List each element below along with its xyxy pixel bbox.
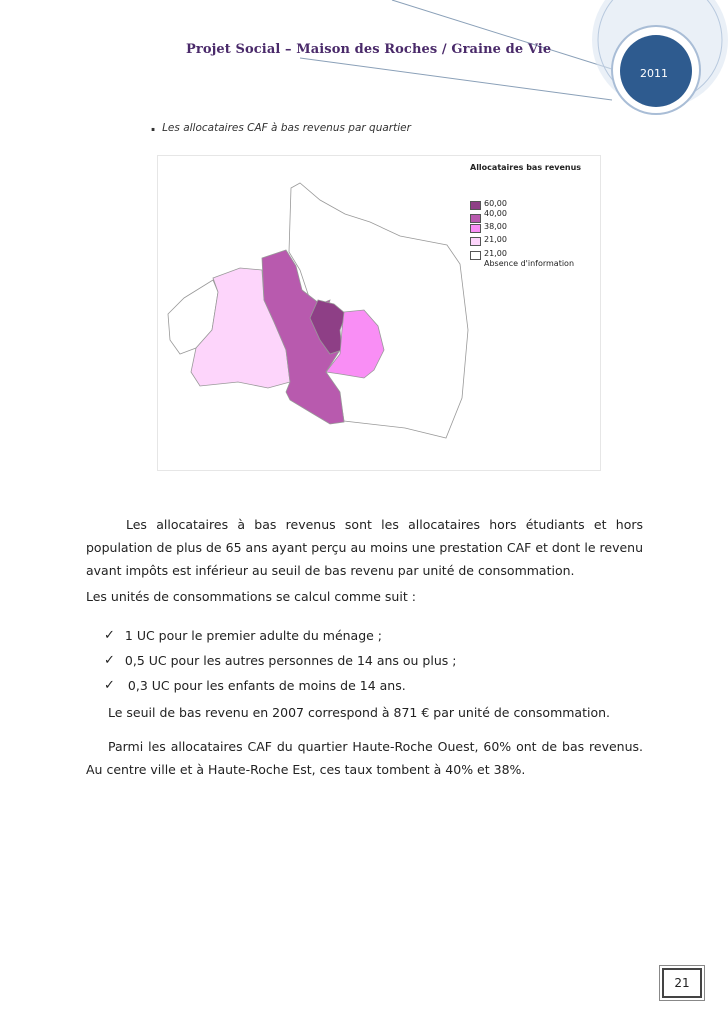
legend-label: 21,00 <box>484 235 507 244</box>
list-item-text: 1 UC pour le premier adulte du ménage ; <box>124 628 383 643</box>
legend-item <box>470 235 507 246</box>
paragraph-threshold: Le seuil de bas revenu en 2007 correspond à 871 € par unité de consommation. <box>108 705 610 720</box>
paragraph-units-intro: Les unités de consommations se calcul comme suit : <box>86 589 416 604</box>
legend-label: Absence d'information <box>484 259 575 268</box>
legend-swatch <box>470 224 481 233</box>
list-item-text: 0,3 UC pour les enfants de moins de 14 ans. <box>127 678 406 693</box>
checkmark-icon: ✓ <box>104 653 115 668</box>
list-item <box>104 678 406 693</box>
legend-swatch <box>470 201 481 210</box>
list-item-text: 0,5 UC pour les autres personnes de 14 ans ou plus ; <box>124 653 457 668</box>
legend-label: 38,00 <box>484 222 507 231</box>
legend-label: 21,00 <box>484 249 507 258</box>
legend-label: 40,00 <box>484 209 507 218</box>
figure-caption-text: Les allocataires CAF à bas revenus par quartier <box>162 122 411 134</box>
list-item <box>104 628 382 643</box>
bullet-icon: . <box>150 116 157 135</box>
paragraph-rates: Parmi les allocataires CAF du quartier Haute-Roche Ouest, 60% ont de bas revenus. Au centre ville et à Haute-Roche Est, ces taux tombent à 40% et 38%. <box>86 739 643 777</box>
legend-item <box>470 222 507 233</box>
legend-swatch <box>470 237 481 246</box>
legend-swatch <box>470 251 481 260</box>
district-map <box>0 0 728 480</box>
checkmark-icon: ✓ <box>104 678 115 693</box>
checkmark-icon: ✓ <box>104 628 115 643</box>
list-item <box>104 653 456 668</box>
legend-title: Allocataires bas revenus <box>470 163 582 172</box>
page-number: 21 <box>662 968 702 998</box>
year-badge: 2011 <box>640 66 668 80</box>
legend-label: 60,00 <box>484 199 507 208</box>
paragraph-definition: Les allocataires à bas revenus sont les allocataires hors étudiants et hors population de plus de 65 ans ayant perçu au moins une prestation CAF et dont le revenu avant impôts est inférieur au seuil de bas revenu par unité de consommation. <box>86 517 643 578</box>
legend-item <box>470 249 574 269</box>
header-title: Projet Social – Maison des Roches / Graine de Vie <box>186 42 552 57</box>
